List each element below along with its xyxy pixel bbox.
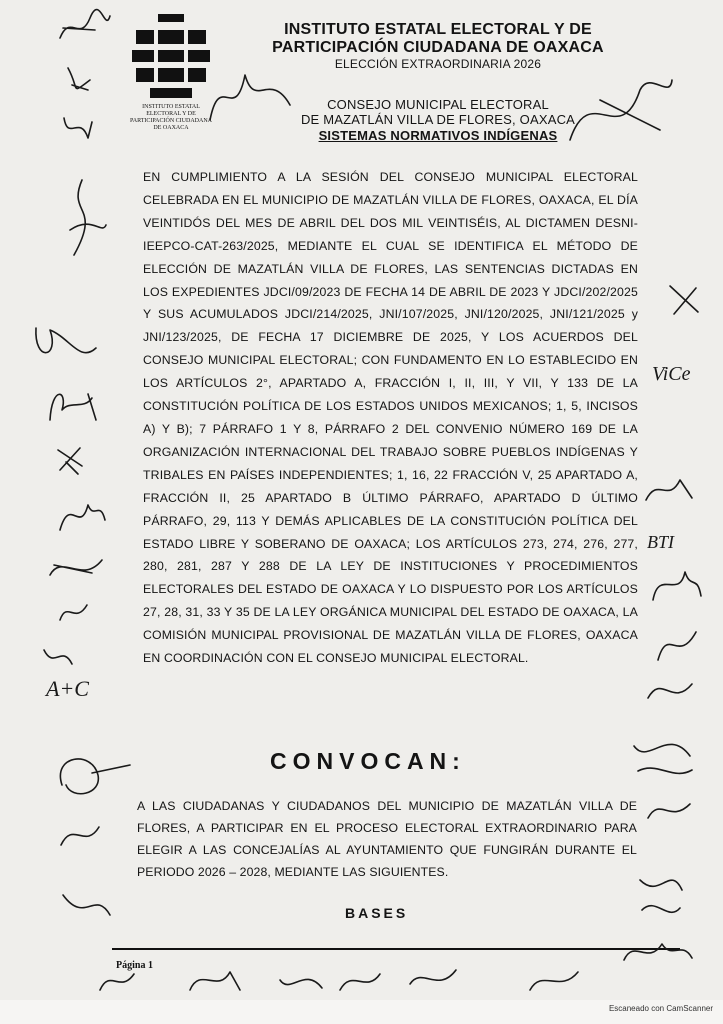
svg-text:BTI: BTI <box>647 532 674 552</box>
institute-name-line2: PARTICIPACIÓN CIUDADANA DE OAXACA <box>272 39 604 56</box>
preamble-paragraph: EN CUMPLIMIENTO A LA SESIÓN DEL CONSEJO MUNICIPAL ELECTORAL CELEBRADA EN EL MUNICIPIO DE MAZATLÁN VILLA DE FLORES, OAXACA, EL DÍA VEINTIDÓS DEL MES DE ABRIL DEL DOS MIL VEINTISÉIS, AL DICTAMEN DESNI-IEEPCO-CAT-263/2025, MEDIANTE EL CUAL SE IDENTIFICA EL MÉTODO DE ELECCIÓN DE MAZATLÁN VILLA DE FLORES, LAS SENTENCIAS DICTADAS EN LOS EXPEDIENTES JDCI/09/2023 DE FECHA 14 DE ABRIL DE 2023 Y JDCI/202/2025 Y SUS ACUMULADOS JDCI/214/2025, JNI/107/2025, JNI/120/2025, JNI/121/2025 y JNI/123/2025, DE FECHA 17 DICIEMBRE DE 2025, Y LOS ACUERDOS DEL CONSEJO MUNICIPAL ELECTORAL; CON FUNDAMENTO EN LO ESTABLECIDO EN LOS ARTÍCULOS 2°, APARTADO A, FRACCIÓN I, II, III, Y VII, Y 133 DE LA CONSTITUCIÓN POLÍTICA DE LOS ESTADOS UNIDOS MEXICANOS; 1, 5, INCISOS A) Y B); 7 PÁRRAFO 1 Y 8, PÁRRAFO 2 DEL CONVENIO NÚMERO 169 DE LA ORGANIZACIÓN INTERNACIONAL DEL TRABAJO SOBRE PUEBLOS INDÍGENAS Y TRIBALES EN PAÍSES INDEPENDIENTES; 1, 16, 22 FRACCIÓN V, 25 APARTADO A, FRACCIÓN II, 25 APARTADO B ÚLTIMO PÁRRAFO, APARTADO D ÚLTIMO PÁRRAFO, 29, 113 Y DEMÁS APLICABLES DE LA CONSTITUCIÓN POLÍTICA DEL ESTADO LIBRE Y SOBERANO DE OAXACA; LOS ARTÍCULOS 273, 274, 276, 277, 280, 281, 287 Y 288 DE LA LEY DE INSTITUCIONES Y PROCEDIMIENTOS ELECTORALES DEL ESTADO DE OAXACA Y LO DISPUESTO POR LOS ARTÍCULOS 27, 28, 31, 33 Y 35 DE LA LEY ORGÁNICA MUNICIPAL DEL ESTADO DE OAXACA, LA COMISIÓN MUNICIPAL PROVISIONAL DE MAZATLÁN VILLA DE FLORES, OAXACA EN COORDINACIÓN CON EL CONSEJO MUNICIPAL ELECTORAL. <box>143 170 638 666</box>
signature-left-15 <box>55 885 115 925</box>
logo-caption: INSTITUTO ESTATAL ELECTORAL Y DE PARTICIPACIÓN CIUDADANA DE OAXACA <box>129 104 213 131</box>
signature-right-11 <box>630 860 690 930</box>
signature-left-4 <box>62 175 112 265</box>
scanner-watermark: Escaneado con CamScanner <box>608 1004 713 1013</box>
footer-rule <box>112 948 680 950</box>
signature-right-5 <box>645 522 705 562</box>
signature-left-2 <box>60 60 100 100</box>
signature-left-5 <box>30 318 100 368</box>
invitation-paragraph: A LAS CIUDADANAS Y CIUDADANOS DEL MUNICIPIO DE MAZATLÁN VILLA DE FLORES, A PARTICIPAR EN EL PROCESO ELECTORAL EXTRAORDINARIO PARA ELEGIR A LAS CONCEJALÍAS AL AYUNTAMIENTO QUE FUNGIRÁN DURANTE EL PERIODO 2026 – 2028, MEDIANTE LAS SIGUIENTES. <box>137 799 637 879</box>
signature-right-8 <box>640 668 700 718</box>
page-number: Página 1 <box>116 960 153 971</box>
signature-right-7 <box>648 620 708 670</box>
convocan-heading: CONVOCAN: <box>270 748 466 774</box>
signature-left-13 <box>52 745 132 805</box>
signature-right-6 <box>645 560 705 610</box>
svg-text:ViCe: ViCe <box>652 363 691 385</box>
signature-left-14 <box>55 815 105 855</box>
bases-heading: BASES <box>345 905 409 921</box>
signature-right-4 <box>640 470 700 510</box>
signature-left-7 <box>52 440 92 480</box>
signature-right-10 <box>640 790 700 830</box>
signature-left-9 <box>42 545 112 590</box>
signature-left-1 <box>55 8 115 48</box>
signature-left-10 <box>55 595 95 630</box>
institute-name-line1: INSTITUTO ESTATAL ELECTORAL Y DE <box>284 21 592 38</box>
signature-left-6 <box>40 380 100 430</box>
signature-left-3 <box>58 108 98 148</box>
svg-text:A+C: A+C <box>46 676 89 701</box>
election-title: ELECCIÓN EXTRAORDINARIA 2026 <box>334 57 542 71</box>
normative-systems-label: SISTEMAS NORMATIVOS INDÍGENAS <box>318 128 558 143</box>
signature-right-9 <box>628 726 698 786</box>
council-name-line2: DE MAZATLÁN VILLA DE FLORES, OAXACA <box>300 112 576 127</box>
signature-bottom-row <box>90 960 650 1000</box>
signature-center-1 <box>200 60 300 130</box>
signature-right-2 <box>660 280 710 320</box>
council-name-line1: CONSEJO MUNICIPAL ELECTORAL <box>327 97 549 112</box>
signature-left-8 <box>50 490 110 540</box>
signature-right-3 <box>650 352 710 392</box>
signature-right-1 <box>560 60 680 160</box>
signature-left-12 <box>44 668 114 708</box>
